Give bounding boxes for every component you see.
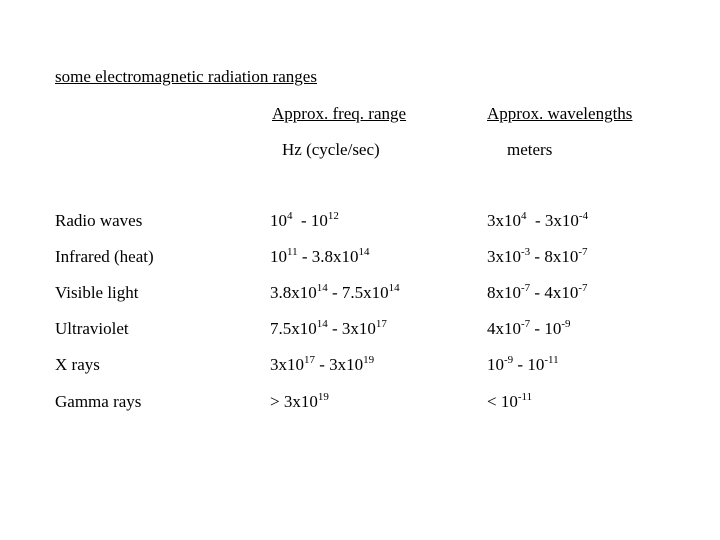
freq-column-header: Approx. freq. range (272, 104, 407, 123)
freq-unit-label: Hz (cycle/sec) (282, 140, 380, 159)
row-wavelength-range: $8x10^{-7} - 4x10^{-7}$ (487, 282, 588, 302)
exponent: -11 (517, 391, 533, 403)
exponent: 17 (304, 354, 315, 366)
wavelength-unit-label: meters (507, 140, 553, 159)
exponent: 17 (375, 318, 387, 330)
row-wavelength-range: $3x10^{-3} - 8x10^{-7}$ (487, 246, 588, 266)
exponent: 19 (363, 354, 375, 366)
exponent: 11 (287, 246, 298, 258)
row-name: Gamma rays (55, 392, 142, 411)
row-name: Ultraviolet (55, 319, 129, 338)
row-name: X rays (55, 355, 100, 374)
page-title: some electromagnetic radiation ranges (55, 67, 317, 86)
exponent: 4 (287, 210, 293, 222)
row-wavelength-range: $4x10^{-7} - 10^{-9}$ (487, 318, 571, 338)
exponent: -7 (521, 282, 531, 294)
row-freq-range: $7.5x10^{14} - 3x10^{17}$ (270, 318, 387, 338)
row-freq-range: > $3x10^{19}$ (270, 391, 329, 411)
row-wavelength-range: $10^{-9} - 10^{-11}$ (487, 354, 559, 374)
exponent: -3 (521, 246, 531, 258)
exponent: 4 (521, 210, 527, 222)
wavelength-column-header: Approx. wavelengths (487, 104, 633, 123)
row-freq-range: $3x10^{17} - 3x10^{19}$ (270, 354, 375, 374)
exponent: 14 (358, 246, 370, 258)
exponent: 12 (327, 210, 339, 222)
row-name: Infrared (heat) (55, 247, 154, 266)
row-wavelength-range: $3x10^4 - 3x10^{-4}$ (487, 210, 589, 230)
row-freq-range: $3.8x10^{14} - 7.5x10^{14}$ (270, 282, 400, 302)
exponent: -9 (504, 354, 514, 366)
exponent: -7 (578, 246, 588, 258)
exponent: -11 (544, 354, 559, 366)
exponent: -7 (578, 282, 588, 294)
row-name: Visible light (55, 283, 139, 302)
exponent: -7 (521, 318, 531, 330)
exponent: 14 (316, 282, 328, 294)
row-freq-range: $10^4 - 10^{12}$ (270, 210, 339, 230)
row-name: Radio waves (55, 211, 143, 230)
exponent: 14 (316, 318, 328, 330)
exponent: 14 (388, 282, 400, 294)
exponent: -9 (561, 318, 571, 330)
row-freq-range: $10^{11} - 3.8x10^{14}$ (270, 246, 370, 266)
exponent: -4 (578, 210, 589, 222)
exponent: 19 (317, 391, 329, 403)
row-wavelength-range: < $10^{-11}$ (487, 391, 533, 411)
